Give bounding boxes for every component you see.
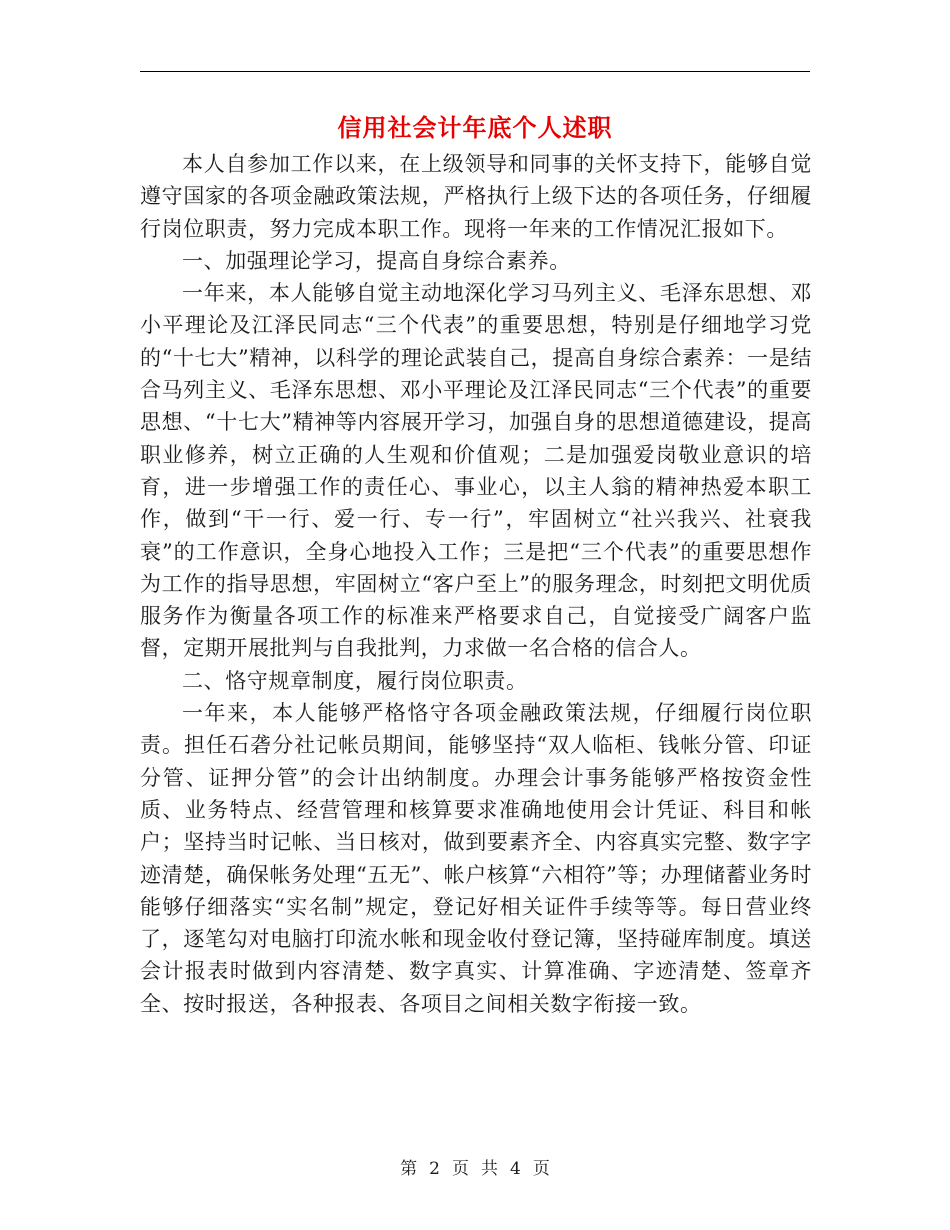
footer-current-page: 2 [429, 1159, 440, 1179]
footer-prefix: 第 [400, 1159, 418, 1179]
page-footer [0, 1154, 950, 1179]
section-heading-2: 二、恪守规章制度，履行岗位职责。 [182, 668, 528, 693]
footer-total-pages: 4 [510, 1159, 521, 1179]
paragraph-section-1: 一年来，本人能够自觉主动地深化学习马列主义、毛泽东思想、邓小平理论及江泽民同志“三个代表”的重要思想，特别是仔细地学习党的“十七大”精神，以科学的理论武装自己，提高自身综合素养：一是结合马列主义、毛泽东思想、邓小平理论及江泽民同志“三个代表”的重要思想、“十七大”精神等内容展开学习，加强自身的思想道德建设，提高职业修养，树立正确的人生观和价值观；二是加强爱岗敬业意识的培育，进一步增强工作的责任心、事业心，以主人翁的精神热爱本职工作，做到“干一行、爱一行、专一行”，牢固树立“社兴我兴、社衰我衰”的工作意识，全身心地投入工作；三是把“三个代表”的重要思想作为工作的指导思想，牢固树立“客户至上”的服务理念，时刻把文明优质服务作为衡量各项工作的标准来严格要求自己，自觉接受广阔客户监督，定期开展批判与自我批判，力求做一名合格的信合人。 [140, 281, 812, 661]
header-rule [140, 71, 810, 72]
section-heading-1: 一、加强理论学习，提高自身综合素养。 [182, 248, 571, 273]
paragraph-section-2: 一年来，本人能够严格恪守各项金融政策法规，仔细履行岗位职责。担任石砻分社记帐员期间，能够坚持“双人临柜、钱帐分管、印证分管、证押分管”的会计出纳制度。办理会计事务能够严格按资金性质、业务特点、经营管理和核算要求准确地使用会计凭证、科目和帐户；坚持当时记帐、当日核对，做到要素齐全、内容真实完整、数字字迹清楚，确保帐务处理“五无”、帐户核算“六相符”等；办理储蓄业务时能够仔细落实“实名制”规定，登记好相关证件手续等等。每日营业终了，逐笔勾对电脑打印流水帐和现金收付登记簿，坚持碰库制度。填送会计报表时做到内容清楚、数字真实、计算准确、字迹清楚、签章齐全、按时报送，各种报表、各项目之间相关数字衔接一致。 [140, 701, 812, 1016]
document-body [140, 148, 812, 1020]
footer-total-word: 共 [481, 1159, 498, 1179]
footer-page-word: 页 [452, 1159, 469, 1179]
footer-suffix: 页 [532, 1159, 550, 1179]
page-title: 信用社会计年底个人述职 [337, 113, 613, 142]
paragraph-intro: 本人自参加工作以来，在上级领导和同事的关怀支持下，能够自觉遵守国家的各项金融政策法规，严格执行上级下达的各项任务，仔细履行岗位职责，努力完成本职工作。现将一年来的工作情况汇报如下。 [140, 152, 812, 241]
